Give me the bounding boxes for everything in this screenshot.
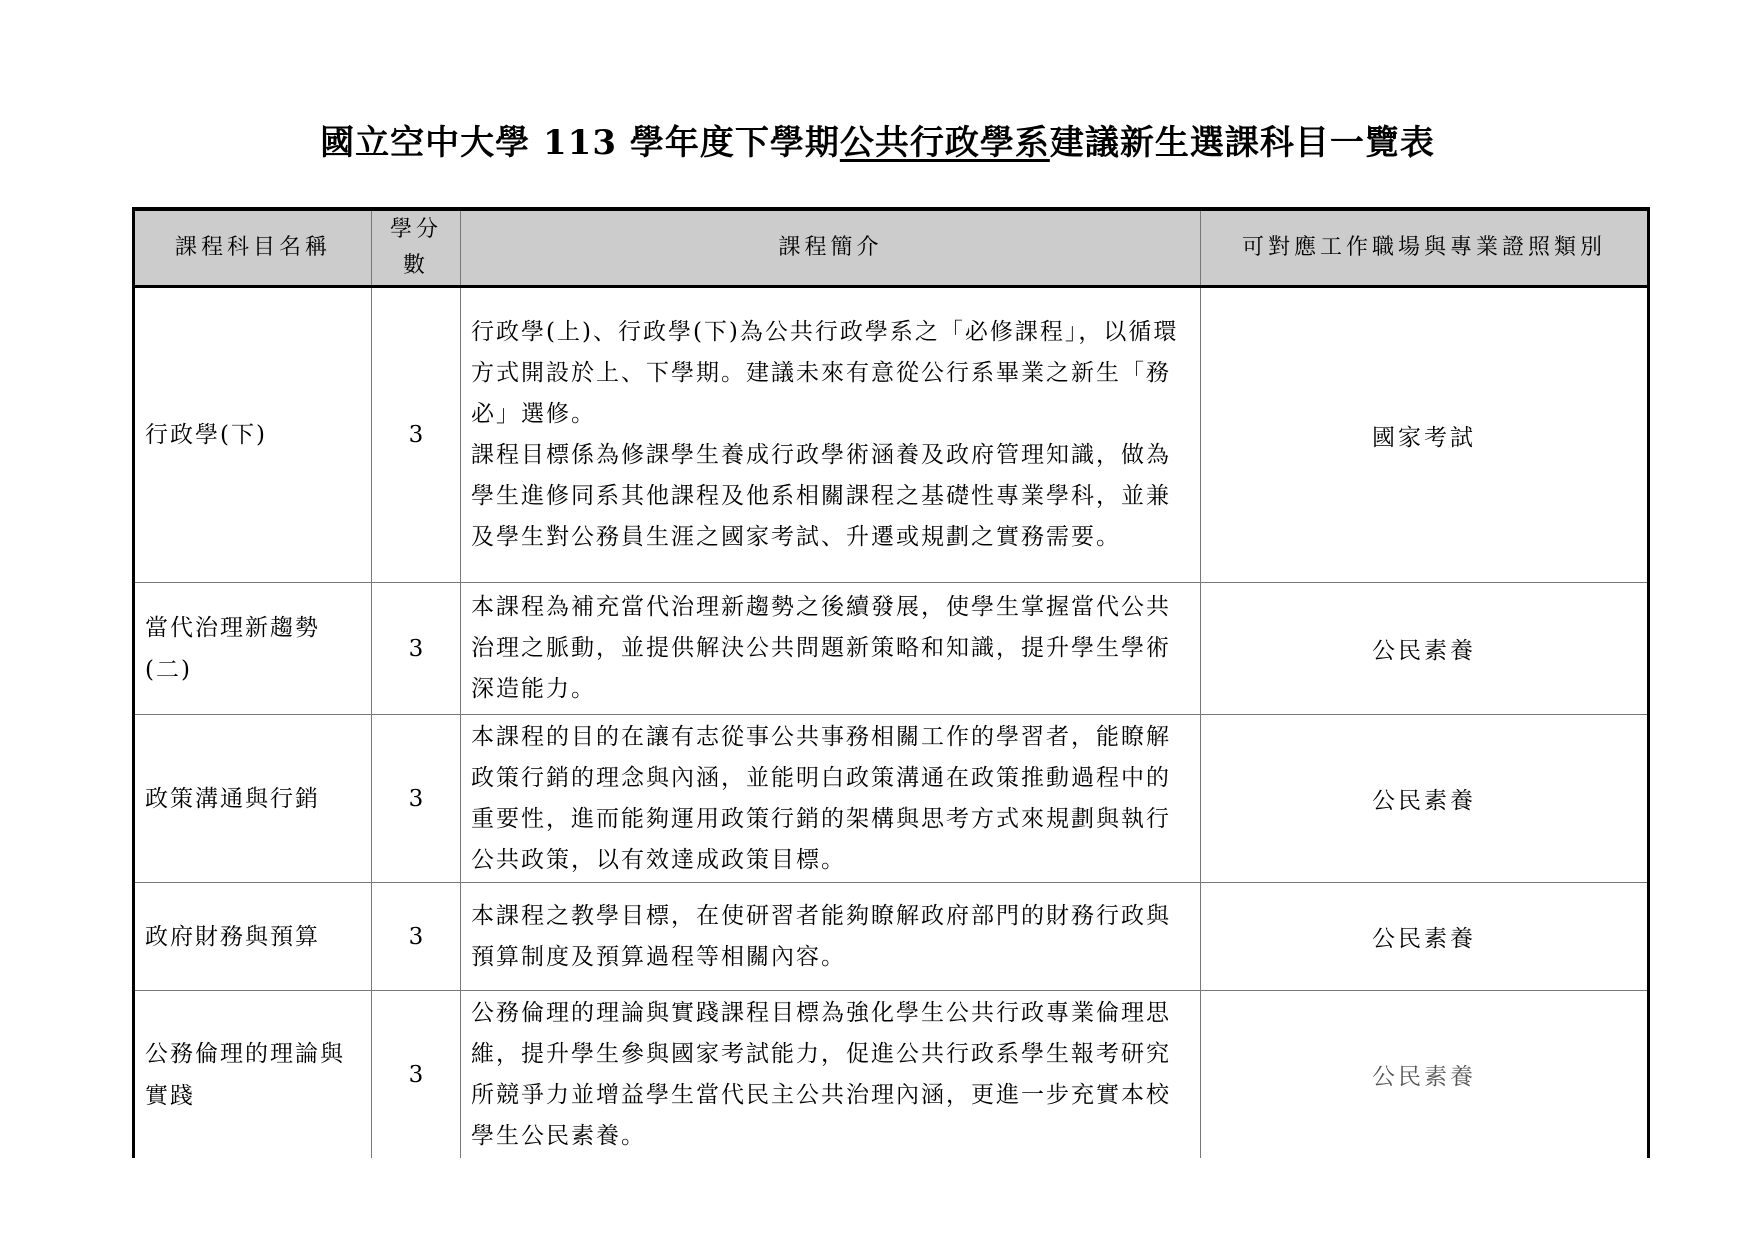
course-name: 政府財務與預算 xyxy=(134,883,372,991)
course-description: 本課程為補充當代治理新趨勢之後續發展，使學生掌握當代公共治理之脈動，並提供解決公共問題新策略和知識，提升學生學術深造能力。 xyxy=(461,583,1201,715)
table-row xyxy=(134,883,1649,991)
table-row xyxy=(134,287,1649,583)
course-name: 行政學(下) xyxy=(134,287,372,583)
course-name: 公務倫理的理論與實踐 xyxy=(134,991,372,1159)
course-certification: 公民素養 xyxy=(1201,991,1649,1159)
title-department: 公共行政學系 xyxy=(839,123,1050,163)
course-description: 本課程的目的在讓有志從事公共事務相關工作的學習者，能瞭解政策行銷的理念與內涵，並能明白政策溝通在政策推動過程中的重要性，進而能夠運用政策行銷的架構與思考方式來規劃與執行公共政策，以有效達成政策目標。 xyxy=(461,715,1201,883)
title-prefix: 國立空中大學 113 學年度下學期 xyxy=(320,123,840,163)
header-course-name: 課程科目名稱 xyxy=(134,209,372,287)
course-table xyxy=(132,207,1650,1158)
header-credits-line2: 數 xyxy=(402,253,429,278)
course-description: 行政學(上)、行政學(下)為公共行政學系之「必修課程」，以循環方式開設於上、下學期。建議未來有意從公行系畢業之新生「務必」選修。 課程目標係為修課學生養成行政學術涵養及政府管理知識，做為學生進修同系其他課程及他系相關課程之基礎性專業學科，並兼及學生對公務員生涯之國家考試、升遷或規劃之實務需要。 xyxy=(461,287,1201,583)
header-row xyxy=(134,209,1649,287)
course-description: 本課程之教學目標，在使研習者能夠瞭解政府部門的財務行政與預算制度及預算過程等相關內容。 xyxy=(461,883,1201,991)
table-row xyxy=(134,583,1649,715)
course-certification: 公民素養 xyxy=(1201,715,1649,883)
table-row xyxy=(134,715,1649,883)
header-certification: 可對應工作職場與專業證照類別 xyxy=(1201,209,1649,287)
table-row xyxy=(134,991,1649,1159)
course-certification: 公民素養 xyxy=(1201,583,1649,715)
page-title xyxy=(0,118,1755,168)
header-credits-line1: 學分 xyxy=(389,217,442,242)
title-suffix: 建議新生選課科目一覽表 xyxy=(1049,123,1435,163)
course-credits: 3 xyxy=(372,991,461,1159)
course-certification: 公民素養 xyxy=(1201,883,1649,991)
header-credits xyxy=(372,209,461,287)
course-name: 政策溝通與行銷 xyxy=(134,715,372,883)
header-description: 課程簡介 xyxy=(461,209,1201,287)
course-credits: 3 xyxy=(372,715,461,883)
course-description: 公務倫理的理論與實踐課程目標為強化學生公共行政專業倫理思維，提升學生參與國家考試能力，促進公共行政系學生報考研究所競爭力並增益學生當代民主公共治理內涵，更進一步充實本校學生公民素養。 xyxy=(461,991,1201,1159)
course-credits: 3 xyxy=(372,583,461,715)
table-header xyxy=(134,209,1649,287)
course-credits: 3 xyxy=(372,287,461,583)
course-name: 當代治理新趨勢(二) xyxy=(134,583,372,715)
course-certification: 國家考試 xyxy=(1201,287,1649,583)
course-credits: 3 xyxy=(372,883,461,991)
